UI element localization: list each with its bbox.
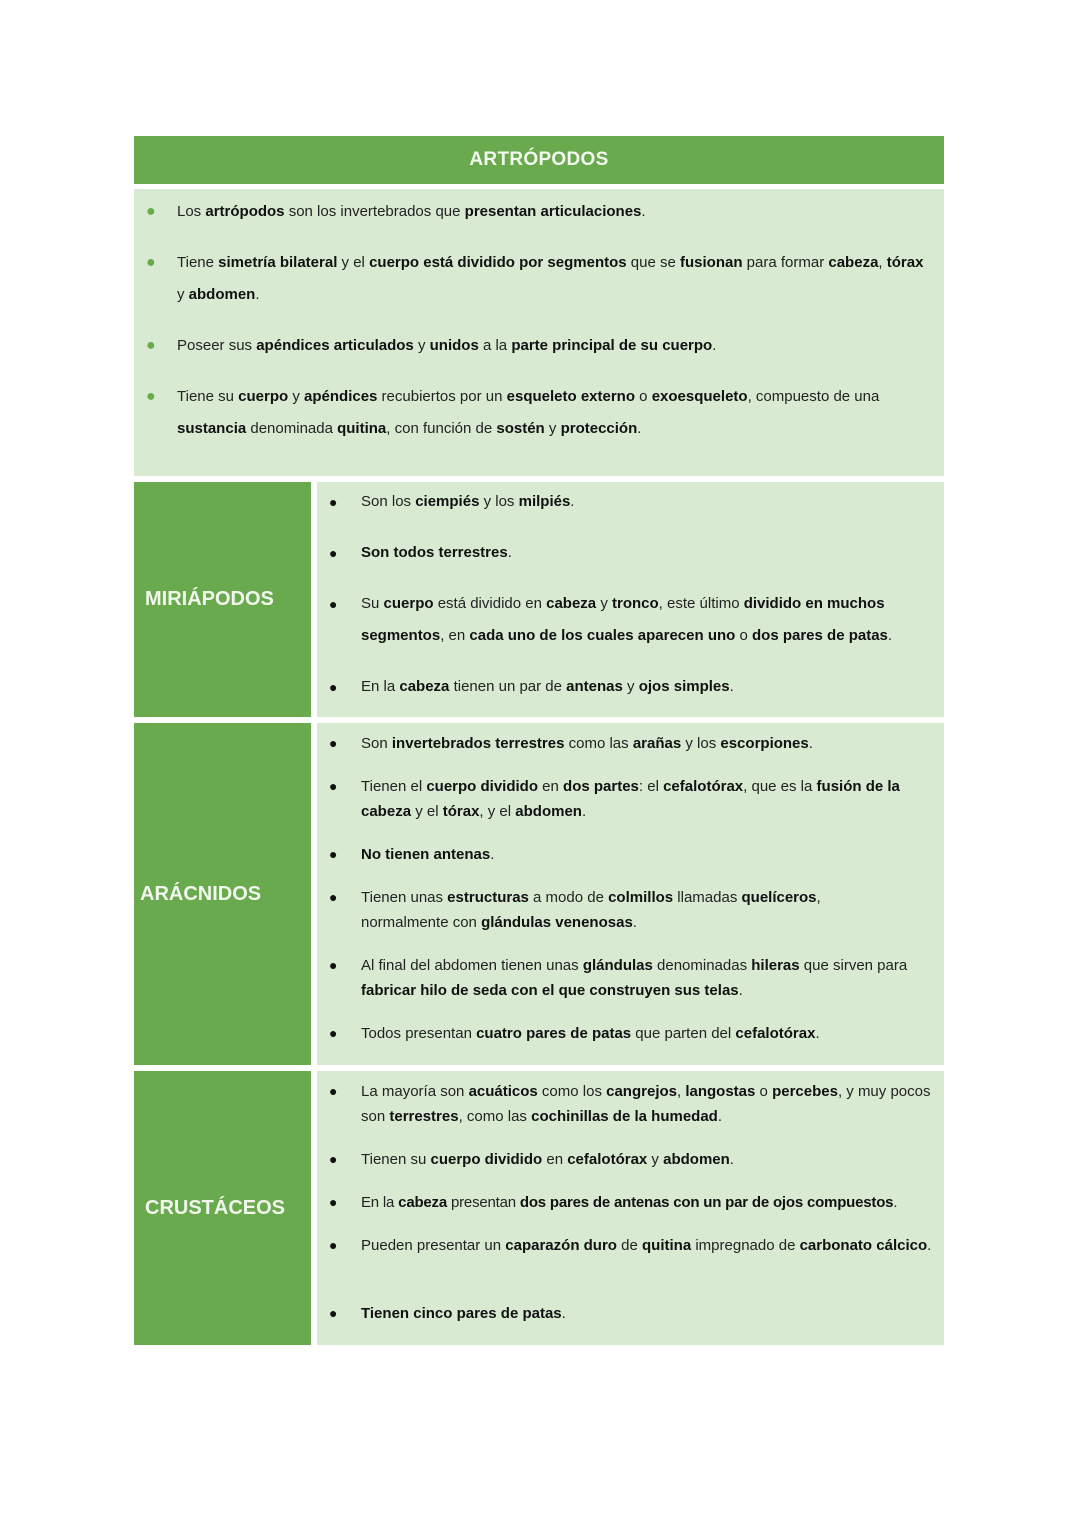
text-run: y los (479, 493, 519, 510)
list-item (317, 731, 936, 756)
text-run: Al final del abdomen tienen unas (361, 957, 583, 974)
list-item (317, 537, 936, 569)
text-run: : el (638, 778, 664, 795)
text-run: Tiene (177, 254, 219, 271)
bold-text: esqueleto externo (506, 388, 636, 405)
bold-text: simetría bilateral (218, 254, 338, 271)
text-run: , (677, 1083, 686, 1100)
text-run: son los invertebrados que (284, 203, 465, 220)
text-run: Son los (361, 493, 416, 510)
bold-text: fusionan (680, 254, 743, 271)
list-item (317, 1079, 936, 1129)
text-run: Tiene su (177, 388, 239, 405)
text-run: Son (361, 735, 392, 752)
bold-text: escorpiones (720, 735, 809, 752)
intro-item (134, 196, 930, 228)
list-item (317, 953, 936, 1003)
text-run: y los (681, 735, 721, 752)
text-run: presentan (447, 1194, 520, 1211)
bold-text: hileras (751, 957, 800, 974)
bold-text: No tienen antenas (361, 846, 491, 863)
bold-text: dividido en muchos segmentos (361, 595, 885, 644)
bold-text: dos pares de patas (752, 627, 888, 644)
text-run: y (288, 388, 305, 405)
intro-item (134, 381, 930, 445)
bold-text: apéndices articulados (256, 337, 414, 354)
bold-text: cuerpo está dividido por segmentos (369, 254, 627, 271)
text-run: o (635, 388, 652, 405)
bold-text: milpiés (518, 493, 571, 510)
text-run: como los (537, 1083, 607, 1100)
bold-text: acuáticos (468, 1083, 538, 1100)
list-item (317, 486, 936, 518)
bold-text: cuerpo dividido (426, 778, 539, 795)
bold-text: cabeza (398, 1194, 448, 1211)
text-run: La mayoría son (361, 1083, 469, 1100)
text-run: . (887, 627, 893, 644)
text-run: que sirven para (799, 957, 908, 974)
list-item (317, 1147, 936, 1172)
text-run: , con función de (386, 420, 497, 437)
bold-text: quitina (337, 420, 387, 437)
bold-text: dos partes (563, 778, 639, 795)
artropodos-sheet (134, 136, 944, 1345)
intro-item (134, 330, 930, 362)
text-run: , que es la (743, 778, 817, 795)
group-title: CRUSTÁCEOS (145, 1196, 286, 1219)
bullet-icon: ● (329, 596, 338, 612)
bold-text: cefalotórax (567, 1151, 648, 1168)
bold-text: cabeza (399, 678, 450, 695)
bullet-icon: ● (329, 1194, 338, 1210)
bold-text: cefalotórax (735, 1025, 816, 1042)
bold-text: cangrejos (606, 1083, 677, 1100)
bullet-icon: ● (329, 778, 338, 794)
text-run: recubiertos por un (377, 388, 507, 405)
text-run: Poseer sus (177, 337, 257, 354)
text-run: denominada (246, 420, 338, 437)
text-run: , y muy pocos son (361, 1083, 931, 1125)
list-item (317, 885, 864, 935)
text-run: en (538, 778, 564, 795)
text-run: para formar (742, 254, 829, 271)
bullet-icon: ● (329, 957, 338, 973)
text-run: tienen un par de (449, 678, 567, 695)
text-run: , y el (479, 803, 516, 820)
bold-text: cabeza (546, 595, 597, 612)
bold-text: abdomen (663, 1151, 730, 1168)
text-run: , compuesto de una (747, 388, 880, 405)
bold-text: abdomen (515, 803, 582, 820)
text-run: a la (478, 337, 512, 354)
text-run: que parten del (631, 1025, 736, 1042)
bold-text: Son todos terrestres (361, 544, 508, 561)
bullet-icon: ● (329, 545, 338, 561)
text-run: llamadas (673, 889, 742, 906)
intro-item (134, 247, 930, 311)
bold-text: cuerpo dividido (430, 1151, 543, 1168)
bold-text: ojos simples (638, 678, 730, 695)
bold-text: colmillos (608, 889, 674, 906)
bold-text: langostas (685, 1083, 756, 1100)
group-content (317, 1071, 944, 1345)
text-run: que se (626, 254, 680, 271)
group-content (317, 482, 944, 717)
bullet-icon: ● (329, 1237, 338, 1253)
bullet-icon: ● (329, 889, 338, 905)
text-run: y el (337, 254, 370, 271)
bold-text: cada uno de los cuales aparecen uno (469, 627, 736, 644)
text-run: . (632, 914, 637, 931)
text-run: Tienen su (361, 1151, 431, 1168)
text-run: a modo de (528, 889, 609, 906)
bold-text: quitina (642, 1237, 692, 1254)
bullet-icon: ● (329, 494, 338, 510)
text-run: . (815, 1025, 820, 1042)
text-run: . (570, 493, 575, 510)
text-run: Pueden presentar un (361, 1237, 506, 1254)
bullet-icon: ● (329, 1305, 338, 1321)
group-label (134, 1071, 311, 1345)
bold-text: sostén (496, 420, 545, 437)
text-run: Tienen el (361, 778, 427, 795)
bold-text: sustancia (177, 420, 247, 437)
text-run: y (622, 678, 639, 695)
text-run: . (255, 286, 260, 303)
text-run: denominadas (652, 957, 752, 974)
text-run: . (581, 803, 587, 820)
bold-text: abdomen (188, 286, 256, 303)
text-run: y (177, 286, 189, 303)
text-run: Su (361, 595, 384, 612)
text-run: Todos presentan (361, 1025, 477, 1042)
list-item (317, 1021, 936, 1046)
bold-text: tronco (612, 595, 659, 612)
bullet-icon: ● (329, 846, 338, 862)
bold-text: cefalotórax (663, 778, 744, 795)
list-item (317, 1233, 936, 1258)
bold-text: cochinillas de la humedad (531, 1108, 718, 1125)
bold-text: dos pares de antenas con un par de ojos compuestos (519, 1194, 894, 1211)
bullet-icon: ● (146, 203, 156, 220)
text-run: y (544, 420, 561, 437)
bold-text: apéndices (304, 388, 378, 405)
bold-text: exoesqueleto (651, 388, 748, 405)
bold-text: Tienen cinco pares de patas (361, 1305, 562, 1322)
text-run: y (596, 595, 612, 612)
text-run: , como las (458, 1108, 532, 1125)
bold-text: artrópodos (205, 203, 285, 220)
text-run: o (735, 627, 752, 644)
text-run: . (893, 1194, 898, 1211)
bold-text: estructuras (447, 889, 529, 906)
text-run: impregnado de (691, 1237, 800, 1254)
text-run: . (490, 846, 495, 863)
text-run: Los (177, 203, 206, 220)
text-run: o (755, 1083, 773, 1100)
bullet-icon: ● (329, 1025, 338, 1041)
group-label (134, 723, 311, 1065)
group-crustaceos (134, 1071, 944, 1345)
bold-text: tórax (886, 254, 924, 271)
bold-text: ciempiés (415, 493, 480, 510)
bold-text: antenas (566, 678, 623, 695)
text-run: . (561, 1305, 566, 1322)
text-run: En la (361, 1194, 399, 1211)
text-run: , (878, 254, 887, 271)
bullet-icon: ● (146, 337, 156, 354)
bullet-icon: ● (329, 735, 338, 751)
bold-text: arañas (632, 735, 682, 752)
bold-text: cabeza (828, 254, 879, 271)
bold-text: tórax (442, 803, 480, 820)
text-run: como las (564, 735, 633, 752)
bullet-icon: ● (329, 1083, 338, 1099)
text-run: . (808, 735, 813, 752)
bold-text: terrestres (389, 1108, 459, 1125)
text-run: . (729, 1151, 734, 1168)
bullet-icon: ● (146, 388, 156, 405)
title-bar (134, 136, 944, 184)
bold-text: caparazón duro (505, 1237, 617, 1254)
text-run: . (637, 420, 642, 437)
bold-text: quelíceros (741, 889, 817, 906)
group-label (134, 482, 311, 717)
text-run: y (413, 337, 430, 354)
text-run: , en (440, 627, 470, 644)
text-run: . (712, 337, 717, 354)
bold-text: parte principal de su cuerpo (511, 337, 713, 354)
text-run: , normalmente con (361, 889, 821, 931)
text-run: , este último (658, 595, 744, 612)
bold-text: fabricar hilo de seda con el que construyen sus telas (361, 982, 739, 999)
bold-text: unidos (429, 337, 479, 354)
list-item (317, 842, 936, 867)
bold-text: cuatro pares de patas (476, 1025, 632, 1042)
text-run: en (542, 1151, 568, 1168)
text-run: . (717, 1108, 722, 1125)
list-item (317, 671, 936, 703)
bold-text: glándulas venenosas (481, 914, 633, 931)
text-run: . (927, 1237, 932, 1254)
bold-text: carbonato cálcico (799, 1237, 928, 1254)
list-item (317, 588, 936, 652)
bold-text: fusión de la cabeza (361, 778, 900, 820)
intro-block (134, 189, 944, 476)
text-run: está dividido en (433, 595, 547, 612)
group-title: MIRIÁPODOS (145, 588, 274, 610)
list-item (317, 1190, 942, 1215)
text-run: Tienen unas (361, 889, 448, 906)
group-miriapodos (134, 482, 944, 717)
bullet-icon: ● (146, 254, 156, 271)
bullet-icon: ● (329, 1151, 338, 1167)
bold-text: cuerpo (383, 595, 434, 612)
text-run: de (616, 1237, 642, 1254)
text-run: . (738, 982, 743, 999)
bold-text: percebes (772, 1083, 838, 1100)
bold-text: glándulas (582, 957, 653, 974)
list-item (317, 774, 936, 824)
bold-text: cuerpo (238, 388, 289, 405)
text-run: . (507, 544, 512, 561)
page-title: ARTRÓPODOS (469, 149, 609, 170)
text-run: En la (361, 678, 400, 695)
text-run: y (647, 1151, 664, 1168)
group-title: ARÁCNIDOS (140, 882, 262, 905)
bold-text: presentan articulaciones (464, 203, 642, 220)
group-aracnidos (134, 723, 944, 1065)
bullet-icon: ● (329, 679, 338, 695)
text-run: y el (411, 803, 443, 820)
group-content (317, 723, 944, 1065)
text-run: . (729, 678, 734, 695)
list-item (317, 1301, 936, 1326)
text-run: . (641, 203, 646, 220)
bold-text: invertebrados terrestres (391, 735, 565, 752)
bold-text: protección (560, 420, 638, 437)
